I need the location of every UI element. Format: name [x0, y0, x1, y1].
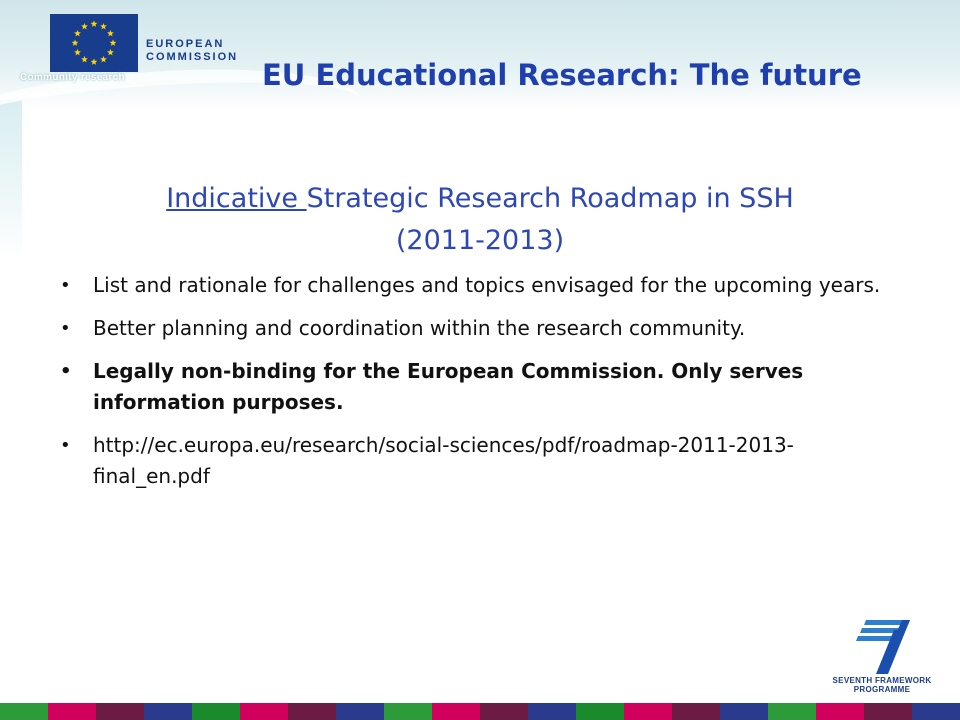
color-bar-segment — [720, 703, 768, 720]
bullet-item — [56, 430, 896, 492]
eu-logo-line2: COMMISSION — [146, 51, 239, 63]
bullet-list — [56, 270, 896, 504]
color-bar-segment — [288, 703, 336, 720]
subtitle-line1 — [60, 178, 900, 220]
eu-star-icon — [72, 39, 79, 46]
color-bar-segment — [384, 703, 432, 720]
color-bar-segment — [144, 703, 192, 720]
bullet-text: Legally non-binding for the European Commission. Only serves information purposes. — [93, 359, 804, 414]
fp7-seven-icon — [832, 618, 932, 676]
eu-flag-icon — [50, 14, 138, 72]
fp7-logo-text — [832, 676, 932, 694]
eu-star-icon — [100, 56, 107, 63]
subtitle-underlined: Indicative — [166, 183, 307, 214]
eu-star-icon — [100, 23, 107, 30]
eu-star-icon — [91, 20, 98, 27]
eu-logo-line1: EUROPEAN — [146, 38, 225, 50]
color-bar-segment — [912, 703, 960, 720]
bullet-link-text[interactable]: http://ec.europa.eu/research/social-sciences/pdf/roadmap-2011-2013-final_en.pdf — [93, 433, 794, 488]
eu-star-icon — [91, 58, 98, 65]
subtitle-rest: Strategic Research Roadmap in SSH — [306, 183, 794, 214]
color-bar-segment — [48, 703, 96, 720]
color-bar-segment — [528, 703, 576, 720]
eu-star-icon — [107, 30, 114, 37]
color-bar-segment — [576, 703, 624, 720]
eu-star-icon — [74, 49, 81, 56]
subtitle-line2: (2011-2013) — [395, 225, 565, 256]
slide-title: EU Educational Research: The future — [262, 58, 862, 92]
color-bar-segment — [672, 703, 720, 720]
color-bar-segment — [768, 703, 816, 720]
color-bar-segment — [432, 703, 480, 720]
color-bar-segment — [192, 703, 240, 720]
eu-star-icon — [74, 30, 81, 37]
color-bar-segment — [624, 703, 672, 720]
bullet-item — [56, 270, 896, 301]
eu-logo-text — [146, 38, 238, 64]
fp7-line2: PROGRAMME — [853, 685, 911, 694]
bullet-dot-icon: • — [60, 318, 71, 339]
bullet-text: Better planning and coordination within the research community. — [93, 316, 746, 340]
fp7-logo — [832, 618, 932, 698]
bullet-item — [56, 356, 896, 418]
color-bar-segment — [336, 703, 384, 720]
eu-star-icon — [81, 56, 88, 63]
bullet-item — [56, 313, 896, 344]
bullet-text: List and rationale for challenges and topics envisaged for the upcoming years. — [93, 273, 881, 297]
footer-color-bar — [0, 703, 960, 720]
european-commission-logo — [20, 10, 239, 85]
eu-star-icon — [107, 49, 114, 56]
color-bar-segment — [864, 703, 912, 720]
slide-subtitle — [60, 178, 900, 262]
color-bar-segment — [240, 703, 288, 720]
eu-logo-subtitle: Community research — [20, 72, 125, 83]
color-bar-segment — [0, 703, 48, 720]
fp7-line1: SEVENTH FRAMEWORK — [832, 676, 932, 685]
color-bar-segment — [480, 703, 528, 720]
bullet-dot-icon: • — [60, 361, 72, 382]
color-bar-segment — [816, 703, 864, 720]
color-bar-segment — [96, 703, 144, 720]
eu-star-icon — [81, 23, 88, 30]
bullet-dot-icon: • — [60, 275, 71, 296]
eu-star-icon — [110, 39, 117, 46]
bullet-dot-icon: • — [60, 435, 71, 456]
